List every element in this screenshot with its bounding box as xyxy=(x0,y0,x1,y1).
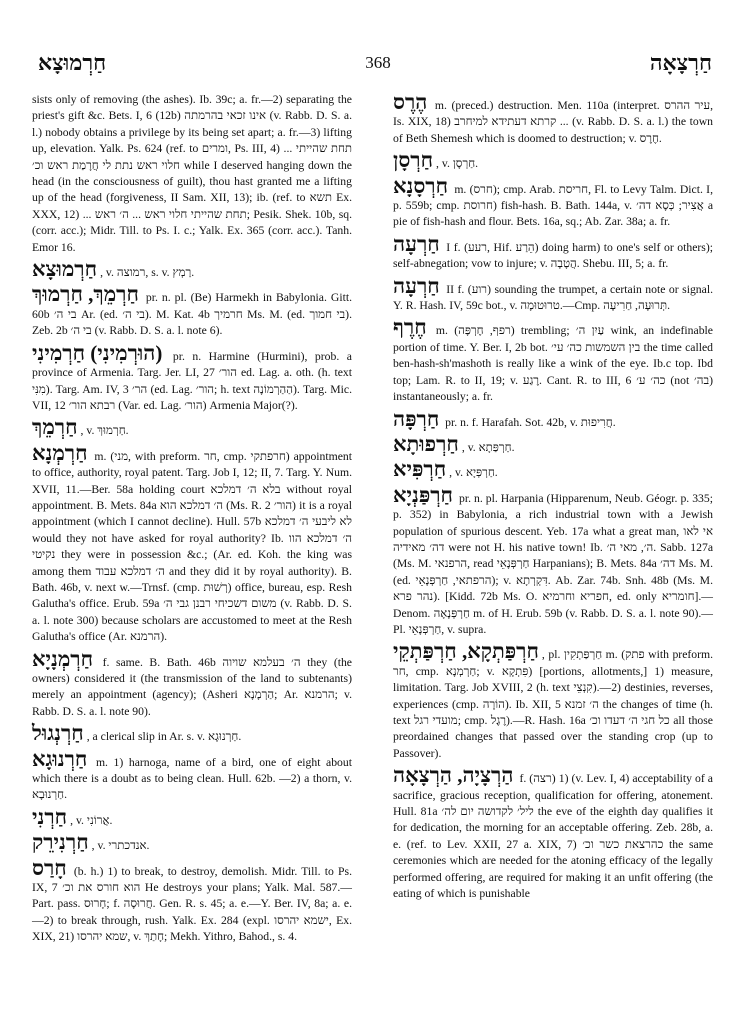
dictionary-entry xyxy=(393,641,713,762)
entry-headword: חַרְפוּתָא xyxy=(393,431,459,456)
entry-headword: חַרְנְגוּל xyxy=(32,721,84,746)
entry-definition: m. (preced.) destruction. Men. 110a (interpret. עיר ההרס, Is. XIX, 18) קרתא דעתידא למיחרב ... (v. Rabb. D. S. a. l.) the town of Beth Shemesh which is doomed to destruction; v. חֶרֶס. xyxy=(393,99,714,145)
page-number: 368 xyxy=(365,53,391,72)
entry-headword: חַרְמְנָא xyxy=(32,440,88,465)
entry-headword: חֶרֶף xyxy=(393,315,427,340)
entry-definition: f. (רצה) 1) (v. Lev. I, 4) acceptability of a sacrifice, gracious reception, qualification for offering, atonement. Hull. 81a ליל׳ לקדושה יום לה׳ the eve of the eighth day qualifies it for dedication, the morning for an acceptable offering. Zeb. 28b, a. e. (ref. to Lev. XXII, 27 a. XIX, 7) כהרצאת כשר וכ׳ the same ceremonies which are needed for the atoning efficacy of the legally performed offering, are required for making it an unfit offering (the eating of which is punishable xyxy=(393,772,714,901)
dictionary-entry xyxy=(32,832,352,854)
entry-definition: m. (רפף, חֶרְפָּה) trembling; עַיִן ה׳ wink, an indefinable portion of time. Y. Ber. I, 2b bot. בין השמשות כה׳ עי׳ the time called ben-hash-sh'mashoth is really like a wink of the eye. Ib.c top. Ibd top; Lam. R. to II, 19; v. רֶגַע. Cant. R. to III, 6 כה׳ ע׳ (not בה׳) instantaneously; a. fr. xyxy=(393,324,714,404)
entry-definition: II f. (רוע) sounding the trumpet, a certain note or signal. Y. R. Hash. IV, 59c bot., v. טרוּטוּמָה.—Cmp. תְּרוּעָה, חַרִיעָה. xyxy=(393,282,713,313)
entry-definition: m. (חרס); cmp. Arab. חריסת, Fl. to Levy Talm. Dict. I, p. 559b; cmp. חרוסת) fish-hash. B. Bath. 144a, v. אֲצִיר; כְּסָא דה׳ a pie of fish-hash and flour. Bets. 16a, sq.; Ab. Zar. 38a; a. fr. xyxy=(393,182,714,229)
dictionary-entry xyxy=(393,482,714,639)
entry-definition: m. (מני, with preform. חר, cmp. חרפתקי) appointment to office, authority, royal patent. Targ. Job I, 12; II, 7. Targ. Y. Num. XVII, 11.—Ber. 58a holding court בלא ה׳ דמלכא without royal appointment. B. Mets. 84a ה׳ דמלכא הוא (Ms. R. 2 הור׳) it is a royal appointment (which I cannot decline). Hull. 57b לא ליבעי ה׳ דמלכא would they not have asked for royal authority? Ib. ה׳ דמלכא הוו נקיטי they were in possession &c.; (Ar. ed. Koh. the king was among them ה׳ דמלכא עבוד and they did it by royal authority). B. Bath. 46b, v. next w.—Trnsf. (cmp. רְשׁוּת) office, bureau, esp. Resh Galutha's office. Erub. 59a משום דשכיחי רבנן גבי ה׳ (v. Rabb. D. S. a. l. note 300) because scholars are accustomed to meet at the Resh Galutha's office (Ar. הרמנא). xyxy=(32,449,353,644)
dictionary-entry xyxy=(393,406,713,431)
entry-definition: , v. חַרְסָן. xyxy=(436,157,479,171)
dictionary-entry xyxy=(32,855,353,946)
entry-headword: חַרְסָנָא xyxy=(393,173,449,198)
page-header xyxy=(38,48,712,78)
entry-headword: חַרְפַּנְיָא xyxy=(393,482,453,507)
entry-headword: חַרְמֵךְ, חַרְמוּךְ xyxy=(32,282,139,307)
entry-headword: חַרְנוּגָא xyxy=(32,746,88,771)
dictionary-entry xyxy=(393,150,713,172)
dictionary-entry xyxy=(32,259,352,281)
entry-headword: חַרְפָּה xyxy=(393,406,440,431)
entry-definition: m. 1) harnoga, name of a bird, one of eight about which there is a doubt as to being clean. Hull. 62b. —2) a thorn, v. חַרְנוּבָא. xyxy=(32,755,352,802)
dictionary-entry xyxy=(32,440,353,646)
dictionary-entry xyxy=(393,431,713,456)
entry-headword: הַרְצָיָה, הַרְצָאָה xyxy=(393,763,514,788)
entry-definition: f. same. B. Bath. 46b ה׳ בעלמא שויוה they (the owners) considered it (the transmission of the land to subtenants) merely an appointment (agency); (Asheri הַרְמָנָא; Ar. הרמנא; v. Rabb. D. S. a. l. note 90). xyxy=(32,655,352,718)
entry-headword: חַרְנִירֵק xyxy=(32,830,89,855)
entry-headword: חַרְמֵךְ xyxy=(32,415,78,440)
entry-definition: , v. אנדכתרי. xyxy=(91,839,150,853)
entry-headword: חַרְנִי xyxy=(32,804,68,829)
left-column xyxy=(32,92,352,949)
entry-headword: חַרְסָן xyxy=(393,148,434,173)
entry-definition: pr. n. pl. (Be) Harmekh in Babylonia. Gitt. 60b בי ה׳ Ar. (ed. בי ה׳). M. Kat. 4b חרמיך Ms. M. (ed. בי חמוך). Zeb. 2b בי ה׳ (v. Rabb. D. S. a. l. note 6). xyxy=(32,291,352,338)
entry-definition: , v. חַרְפַּתָא. xyxy=(461,440,515,454)
entry-definition: , v. רמוצה, s. v. רַמְץ. xyxy=(100,266,195,280)
dictionary-entry xyxy=(32,284,352,339)
dictionary-entry xyxy=(32,92,352,256)
dictionary-entry xyxy=(32,746,352,804)
dictionary-entry xyxy=(393,765,713,902)
dictionary-entry xyxy=(393,317,713,405)
entry-headword: (הוּרְמִינִי) חַרְמִינִי xyxy=(32,340,163,365)
entry-headword: חַרְפַּתְקָא, חַרְפַּתְקֵי xyxy=(393,639,539,664)
entry-headword: חָרַס xyxy=(32,855,67,880)
dictionary-entry xyxy=(32,723,352,745)
entry-headword: הֶרֶס xyxy=(393,90,428,114)
entry-headword: חַרְפִּיא xyxy=(393,457,447,482)
entry-definition: I f. (רעע, Hif. הֵרַע) doing harm) to one's self or others); self-abnegation; vow to injure; v. הֲטָבָה. Shebu. III, 5; a. fr. xyxy=(393,240,713,271)
entry-definition: , pl. חַרְפַּתְקִין m. (פתק with preform. חר, cmp. חַרְמְנָא; v. פִּתְקָא) [portions, allotments,] 1) measure, limitation. Targ. Job XVIII, 2 (h. text קִנְצֵי).—2) destinies, reverses, experiences (cmp. הוֹרָה). Ib. XII, 5 ה׳ זמנא the changes of time (h. text מועדי רגל; cmp. רֶגֶל).—R. Hash. 16a כל חגי ה׳ דעדו וכ׳ all those preordained changes that passed over the standing crop (up to Passover). xyxy=(393,648,714,760)
entry-definition: pr. n. f. Harafah. Sot. 42b, v. חֲרִיפוּת. xyxy=(442,415,616,429)
dictionary-entry xyxy=(393,273,713,315)
dictionary-entry xyxy=(393,92,713,147)
dictionary-entry xyxy=(32,804,352,829)
entry-definition: sists only of removing (the ashes). Ib. 39c; a. fr.—2) separating the priest's gift &c. Bets. I, 6 (12b) אינו זכאי בהרמתה (v. Rabb. D. S. a. l.) nobody obtains a privilege by its being set apart; a. fr.—3) lifting up, elevation. Yalk. Ps. 624 (ref. to ומרים, Ps. III, 4) ... תחת שהייתי חלוי ראש נתת לי חֲרָמַת ראש וכ׳ while I deserved hanging down the head (in the consciousness of guilt), thou hast granted me a lifting up of the head (forgiveness, II Sam. XII, 13); ib. (ref. to תשא Ex. XXX, 12) ... תחת שהייתי חלוי ראש ... ה׳ ראש; Pesik. Shek. 10b, sq. (corr. acc.); Midr. Till. to Ps. I. c.; Yalk. Ex. 365 (corr. acc.). Tanh. Emor 16. xyxy=(32,93,353,254)
entry-definition: , v. חַרְפְּיָא. xyxy=(449,466,498,480)
header-right-word: חַרְצָאָה xyxy=(649,50,712,75)
dictionary-entry xyxy=(32,340,352,415)
entry-headword: חַרְעָה xyxy=(393,273,440,298)
entry-definition: , a clerical slip in Ar. s. v. חַרְנוּגָא. xyxy=(86,730,242,744)
dictionary-entry xyxy=(393,459,713,481)
dictionary-entry xyxy=(32,417,352,439)
entry-headword: חַרְמְנָיָא xyxy=(32,646,94,671)
entry-definition: pr. n. Harmine (Hurmini), prob. a province of Armenia. Targ. Jer. LI, 27 הור׳ ed. Lag. a. oth. (h. text מִנִּי). Targ. Am. IV, 3 הר׳ (ed. Lag. הור׳; h. text הַהַרְמוֹנָה). Targ. Mic. VII, 12 רבתא הור׳ (Var. ed. Lag. הור׳) Armenia Major(?). xyxy=(32,349,352,412)
entry-definition: pr. n. pl. Harpania (Hipparenum, Neub. Géogr. p. 335; p. 352) in Babylonia, a rich industrial town with a Jewish population of spurious descent. Yeb. 17a what a great man, אי לאו דה׳ מאידיה were not H. his native town! Ib. ה׳, מאי ה׳. Sabb. 127a (Ms. M. הרפנאי, read חַרְפְּנָאֵי Harpanians); B. Mets. 84a דה׳ Ms. M. (ed. הרפתאי, חַרְפְּנָאֵי); v. דִּקְרְתָא. Ab. Zar. 74b. Snh. 48b (Ms. M. נהר פרא). [Kidd. 72b Ms. O. חפריא וחרמיא, ed. only חומריא].—Denom. חַרְפְּנָאָה m. of H. Erub. 59b (v. Rabb. D. S. a. l. note 90).—Pl. חַרְפְּנָאֵי, v. supra. xyxy=(393,491,714,636)
entry-definition: , v. חַרְמוּךְ. xyxy=(80,424,129,438)
entry-definition: , v. אֲרוֹנִי. xyxy=(70,813,113,827)
entry-definition: (b. h.) 1) to break, to destroy, demolish. Midr. Till. to Ps. IX, 7 הוא חורס את וכ׳ He destroys your plans; Yalk. Mal. 587.—Part. pass. חָרוּס; f. חֲרוּסָה. Gen. R. s. 45; a. e.—Y. Ber. IV, 8a; a. e.—2) to break through, rush. Yalk. Ex. 284 (expl. ישמא יהרסו, Ex. XIX, 21) שמא יהרסו, v. חָתַךְ; Mekh. Yithro, Bahod., s. 4. xyxy=(32,864,353,944)
dictionary-entry xyxy=(393,231,713,273)
right-column xyxy=(393,92,713,905)
dictionary-entry xyxy=(32,646,352,721)
entry-headword: חַרְמוּצָא xyxy=(32,257,98,282)
header-left-word: חַרְמוּצָא xyxy=(38,50,107,75)
dictionary-entry xyxy=(393,173,714,231)
entry-headword: חַרְעָה xyxy=(393,231,440,256)
